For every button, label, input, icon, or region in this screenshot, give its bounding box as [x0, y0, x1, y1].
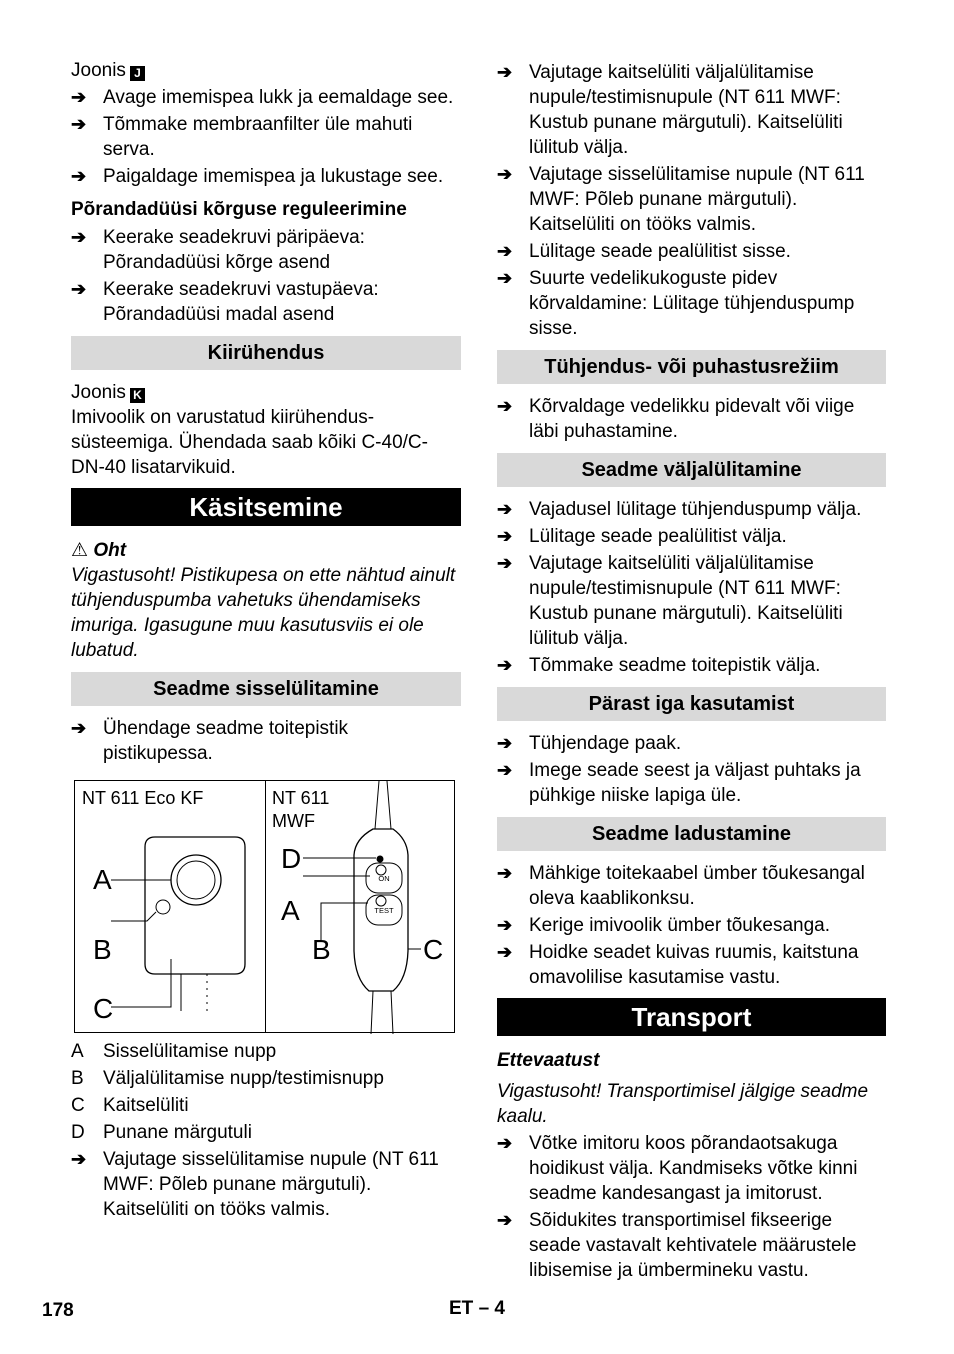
callout-a: A: [93, 864, 112, 895]
leader-b: [111, 912, 156, 921]
arrow-right-icon: ➔: [497, 1133, 513, 1153]
list-item-text: Mähkige toitekaabel ümber tõukesangal oleva kaablikonksu.: [529, 863, 865, 909]
right-column: [497, 58, 886, 1285]
arrow-right-icon: ➔: [497, 915, 513, 935]
list-item: ➔ Ühendage seadme toitepistik pistikupessa.: [71, 718, 349, 764]
list-item-text: Hoidke seadet kuivas ruumis, kaitstuna omavolilise kasutamise vastu.: [529, 942, 859, 988]
arrow-right-icon: ➔: [497, 62, 513, 82]
switch-drawing: [75, 781, 456, 1034]
list-item-text: Vajutage kaitselüliti väljalülitamise nupule/testimisnupule (NT 611 MWF: Kustub punane märgutuli). Kaitselüliti lülitub välja.: [529, 62, 843, 158]
legend-item: [71, 1066, 461, 1091]
list-item: [497, 524, 886, 549]
list-item-text: Keerake seadekruvi vastupäeva: Põrandadüüsi madal asend: [103, 279, 379, 325]
list-item: [497, 861, 886, 911]
legend-text: Kaitselüliti: [103, 1095, 189, 1116]
figure-legend: [71, 1039, 461, 1145]
list-item: [497, 162, 886, 237]
warning-text: Vigastusoht! Pistikupesa on ette nähtud ainult tühjenduspumba vahetuks ühendamiseks imuriga. Igasugune muu kasutusviis ei ole lubatud.: [71, 565, 456, 661]
list-item-text: Keerake seadekruvi päripäeva: Põrandadüüsi kõrge asend: [103, 227, 365, 273]
callout-b: B: [93, 934, 112, 965]
legend-text: Sisselülitamise nupp: [103, 1041, 277, 1062]
arrow-right-icon: ➔: [497, 268, 513, 288]
paragraph: Imivoolik on varustatud kiirühendus-süsteemiga. Ühendada saab kõiki C-40/C-DN-40 lisatarvikuid.: [71, 407, 428, 478]
figure-letter-badge: J: [130, 66, 145, 81]
arrow-right-icon: ➔: [71, 279, 87, 299]
arrow-right-icon: ➔: [71, 227, 87, 247]
section-subheading: Põrandadüüsi kõrguse reguleerimine: [71, 199, 407, 220]
figure-title-mwf-1: NT 611: [272, 788, 330, 808]
list-item-text: Tõmmake membraanfilter üle mahuti serva.: [103, 114, 413, 160]
arrow-right-icon: ➔: [71, 87, 87, 107]
cable-bottom-right: [391, 991, 393, 1034]
list-item-text: Sõidukites transportimisel fikseerige seade vastavalt kehtivatele määrustele libisemise ja ümbermineku vastu.: [529, 1210, 857, 1281]
figure-reference: Joonis K: [71, 380, 461, 405]
section-heading-sisselulitamine: Seadme sisselülitamine: [71, 672, 461, 706]
legend-key: D: [71, 1122, 85, 1143]
list-item-text: Vajadusel lülitage tühjenduspump välja.: [529, 499, 862, 520]
chapter-heading-transport: Transport: [497, 998, 886, 1036]
list-item: [497, 1131, 886, 1206]
list-item-text: Kerige imivoolik ümber tõukesanga.: [529, 915, 830, 936]
eco-off-button: [156, 900, 170, 914]
arrow-right-icon: ➔: [497, 396, 513, 416]
list-item-text: Avage imemispea lukk ja eemaldage see.: [103, 87, 454, 108]
list-item: [497, 758, 886, 808]
arrow-right-icon: ➔: [71, 1149, 87, 1169]
arrow-right-icon: ➔: [71, 718, 87, 738]
section-heading-kiirühendus: Kiirühendus: [71, 336, 461, 370]
list-item: [71, 112, 461, 162]
arrow-right-icon: ➔: [71, 166, 87, 186]
mwf-test-button-dot: [376, 896, 386, 906]
arrow-right-icon: ➔: [497, 553, 513, 573]
list-item: [71, 164, 461, 189]
figure-title-mwf-2: MWF: [272, 811, 315, 831]
arrow-right-icon: ➔: [497, 164, 513, 184]
list-item-text: Lülitage seade pealülitist sisse.: [529, 241, 791, 262]
switch-diagram: [74, 780, 455, 1033]
cable-top-left: [375, 781, 379, 829]
section-heading-ladustamine: Seadme ladustamine: [497, 817, 886, 851]
list-item: [497, 239, 886, 264]
callout-b-mwf: B: [312, 934, 331, 965]
list-item: [497, 394, 886, 444]
page-number: 178: [42, 1300, 74, 1321]
legend-key: A: [71, 1041, 84, 1062]
list-item: [497, 653, 886, 678]
legend-text: Väljalülitamise nupp/testimisnupp: [103, 1068, 384, 1089]
list-item: ➔ Vajutage sisselülitamise nupule (NT 611 MWF: Põleb punane märgutuli). Kaitselüliti on tööks valmis.: [71, 1149, 439, 1220]
list-item: [497, 913, 886, 938]
arrow-right-icon: ➔: [497, 499, 513, 519]
mwf-red-led: [377, 856, 384, 863]
legend-key: C: [71, 1095, 85, 1116]
arrow-right-icon: ➔: [71, 114, 87, 134]
list-item-text: Kõrvaldage vedelikku pidevalt või viige läbi puhastamine.: [529, 396, 855, 442]
on-button-label: ON: [378, 874, 390, 883]
list-item: [71, 277, 461, 327]
list-item-text: Vajutage sisselülitamise nupule (NT 611 MWF: Põleb punane märgutuli). Kaitselüliti on tööks valmis.: [529, 164, 865, 235]
arrow-right-icon: ➔: [497, 733, 513, 753]
section-heading-valjalulitamine: Seadme väljalülitamine: [497, 453, 886, 487]
callout-c-mwf: C: [423, 934, 444, 965]
list-item-text: Imege seade seest ja väljast puhtaks ja pühkige niiske lapiga üle.: [529, 760, 861, 806]
callout-d-mwf: D: [281, 843, 302, 874]
list-item-text: Paigaldage imemispea ja lukustage see.: [103, 166, 444, 187]
figure-reference: Joonis J: [71, 58, 461, 83]
list-item-text: Võtke imitoru koos põrandaotsakuga hoidikust välja. Kandmiseks võtke kinni seadme kandesangast ja imitorust.: [529, 1133, 858, 1204]
test-button-label: TEST: [374, 906, 394, 915]
section-heading-parast: Pärast iga kasutamist: [497, 687, 886, 721]
arrow-right-icon: ➔: [497, 655, 513, 675]
arrow-right-icon: ➔: [497, 241, 513, 261]
legend-item: [71, 1093, 461, 1118]
list-item: [71, 85, 461, 110]
left-column: [71, 58, 461, 1224]
arrow-right-icon: ➔: [497, 863, 513, 883]
caution-label: Ettevaatust: [497, 1050, 600, 1071]
arrow-right-icon: ➔: [497, 760, 513, 780]
list-item-text: Tühjendage paak.: [529, 733, 682, 754]
warning-triangle-icon: ⚠: [71, 540, 89, 561]
legend-key: B: [71, 1068, 84, 1089]
list-item-text: Vajutage kaitselüliti väljalülitamise nupule/testimisnupule (NT 611 MWF: Kustub punane märgutuli). Kaitselüliti lülitub välja.: [529, 553, 843, 649]
leader-c: [111, 959, 171, 1007]
list-item: [497, 60, 886, 160]
legend-item: [71, 1120, 461, 1145]
footer-section-code: ET – 4: [449, 1298, 505, 1319]
legend-text: Punane märgutuli: [103, 1122, 252, 1143]
list-item-text: Suurte vedelikukoguste pidev kõrvaldamine: Lülitage tühjenduspump sisse.: [529, 268, 855, 339]
list-item: [497, 266, 886, 341]
list-item: [497, 497, 886, 522]
list-item: [497, 1208, 886, 1283]
callout-c: C: [93, 993, 114, 1024]
eco-on-button-inner: [177, 861, 215, 899]
list-item: [497, 551, 886, 651]
cable-top-right: [387, 781, 391, 829]
chapter-heading-kasitsemine: Käsitsemine: [71, 488, 461, 526]
eco-on-button: [171, 855, 221, 905]
list-item: [497, 940, 886, 990]
list-item: [71, 225, 461, 275]
legend-item: [71, 1039, 461, 1064]
arrow-right-icon: ➔: [497, 1210, 513, 1230]
arrow-right-icon: ➔: [497, 942, 513, 962]
callout-a-mwf: A: [281, 895, 300, 926]
caution-text: Vigastusoht! Transportimisel jälgige seadme kaalu.: [497, 1081, 869, 1127]
list-item-text: Lülitage seade pealülitist välja.: [529, 526, 787, 547]
list-item-text: Tõmmake seadme toitepistik välja.: [529, 655, 821, 676]
figure-title-eco: NT 611 Eco KF: [82, 788, 204, 808]
arrow-right-icon: ➔: [497, 526, 513, 546]
figure-letter-badge: K: [130, 388, 145, 403]
cable-bottom-left: [371, 991, 373, 1034]
section-heading-tuhjendus: Tühjendus- või puhastusrežiim: [497, 350, 886, 384]
warning-label: ⚠ Oht: [71, 540, 127, 561]
list-item: [497, 731, 886, 756]
